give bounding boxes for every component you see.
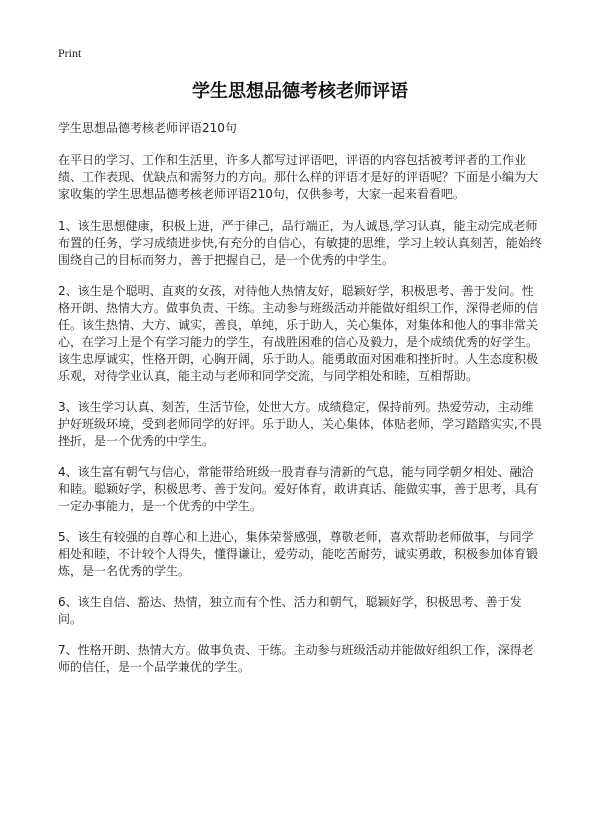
- comment-item-1: 1、该生思想健康，积极上进，严于律己，品行端正，为人诚恳,学习认真，能主动完成老师布置的任务，学习成绩进步快,有充分的自信心，有敏捷的思维，学习上较认真刻苦，能始终围绕自己的目标而努力，善于把握自己，是一个优秀的中学生。: [58, 219, 542, 267]
- comment-item-7: 7、性格开朗、热情大方。做事负责、干练。主动参与班级活动并能做好组织工作，深得老师的信任，是一个品学兼优的学生。: [58, 643, 534, 674]
- comment-item-2: 2、该生是个聪明、直爽的女孩，对待他人热情友好，聪颖好学，积极思考、善于发问。性格开朗、热情大方。做事负责、干练。主动参与班级活动并能做好组织工作，深得老师的信任。该生热情、大方、诚实，善良，单纯，乐于助人，关心集体，对集体和他人的事非常关心，在学习上是个有学习能力的学生，有战胜困难的信心及毅力，是个成绩优秀的好学生。该生忠厚诚实，性格开朗，心胸开阔，乐于助人。能勇敢面对困难和挫折时。人生态度积极乐观，对待学业认真，能主动与老师和同学交流，与同学相处和睦，互相帮助。: [58, 284, 539, 383]
- article-body: [58, 152, 544, 690]
- print-link[interactable]: Print: [58, 46, 82, 60]
- page-title: 学生思想品德考核老师评语: [192, 81, 408, 102]
- comment-item-4: 4、该生富有朝气与信心，常能带给班级一股青春与清新的气息，能与同学朝夕相处、融洽和睦。聪颖好学，积极思考、善于发问。爱好体育，敢讲真话、能做实事，善于思考，具有一定办事能力，是一个优秀的中学生。: [58, 465, 539, 513]
- comment-item-6: 6、该生自信、豁达、热情，独立而有个性、活力和朝气，聪颖好学，积极思考、善于发问。: [58, 595, 522, 626]
- intro-paragraph: 在平日的学习、工作和生活里，许多人都写过评语吧，评语的内容包括被考评者的工作业绩、工作表现、优缺点和需努力的方向。那什么样的评语才是好的评语呢？下面是小编为大家收集的学生思想品德考核老师评语210句，仅供参考，大家一起来看看吧。: [58, 153, 539, 201]
- article-subtitle: 学生思想品德考核老师评语210句: [58, 121, 237, 135]
- comment-item-3: 3、该生学习认真、刻苦，生活节俭，处世大方。成绩稳定，保持前列。热爱劳动，主动维护好班级环境，受到老师同学的好评。乐于助人，关心集体，体贴老师，学习踏踏实实,不畏挫折，是一个优秀的中学生。: [58, 400, 542, 448]
- comment-item-5: 5、该生有较强的自尊心和上进心，集体荣誉感强，尊敬老师，喜欢帮助老师做事，与同学相处和睦，不计较个人得失，懂得谦让，爱劳动，能吃苦耐劳，诚实勇敢，积极参加体育锻炼，是一名优秀的学生。: [58, 530, 539, 578]
